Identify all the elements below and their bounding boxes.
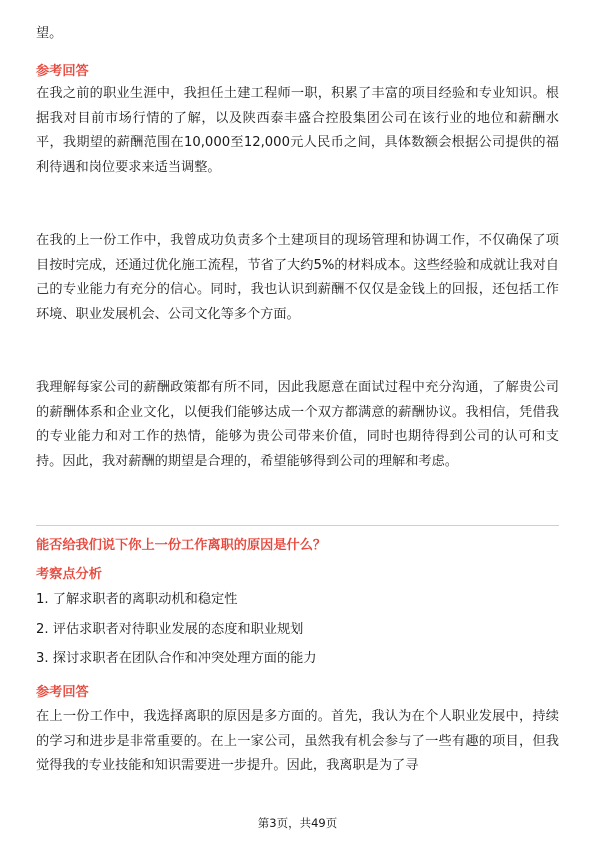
top-fragment: 望。 [36, 26, 63, 41]
analysis-item-2: 2. 评估求职者对待职业发展的态度和职业规划 [36, 622, 304, 637]
answer-label-2: 参考回答 [36, 685, 89, 700]
analysis-item-1: 1. 了解求职者的离职动机和稳定性 [36, 592, 238, 607]
analysis-label: 考察点分析 [36, 567, 102, 582]
answer-paragraph-3: 我理解每家公司的薪酬政策都有所不同，因此我愿意在面试过程中充分沟通，了解贵公司的薪酬体系和企业文化，以便我们能够达成一个双方都满意的薪酬协议。我相信，凭借我的专业能力和对工作的热情，能够为贵公司带来价值，同时也期待得到公司的认可和支持。因此，我对薪酬的期望是合理的，希望能够得到公司的理解和考虑。 [36, 380, 559, 469]
section-divider [36, 525, 559, 526]
answer-paragraph-1: 在我之前的职业生涯中，我担任土建工程师一职，积累了丰富的项目经验和专业知识。根据我对目前市场行情的了解，以及陕西泰丰盛合控股集团公司在该行业的地位和薪酬水平，我期望的薪酬范围在10,000至12,000元人民币之间，具体数额会根据公司提供的福利待遇和岗位要求来适当调整。 [36, 86, 559, 175]
question-title: 能否给我们说下你上一份工作离职的原因是什么？ [36, 538, 327, 553]
analysis-item-3: 3. 探讨求职者在团队合作和冲突处理方面的能力 [36, 651, 317, 666]
answer-paragraph-2: 在我的上一份工作中，我曾成功负责多个土建项目的现场管理和协调工作，不仅确保了项目按时完成，还通过优化施工流程，节省了大约5%的材料成本。这些经验和成就让我对自己的专业能力有充分的信心。同时，我也认识到薪酬不仅仅是金钱上的回报，还包括工作环境、职业发展机会、公司文化等多个方面。 [36, 233, 559, 322]
answer-paragraph-q2: 在上一份工作中，我选择离职的原因是多方面的。首先，我认为在个人职业发展中，持续的学习和进步是非常重要的。在上一家公司，虽然我有机会参与了一些有趣的项目，但我觉得我的专业技能和知识需要进一步提升。因此，我离职是为了寻 [36, 709, 559, 774]
answer-label: 参考回答 [36, 64, 89, 79]
page-number: 第3页，共49页 [257, 816, 338, 830]
